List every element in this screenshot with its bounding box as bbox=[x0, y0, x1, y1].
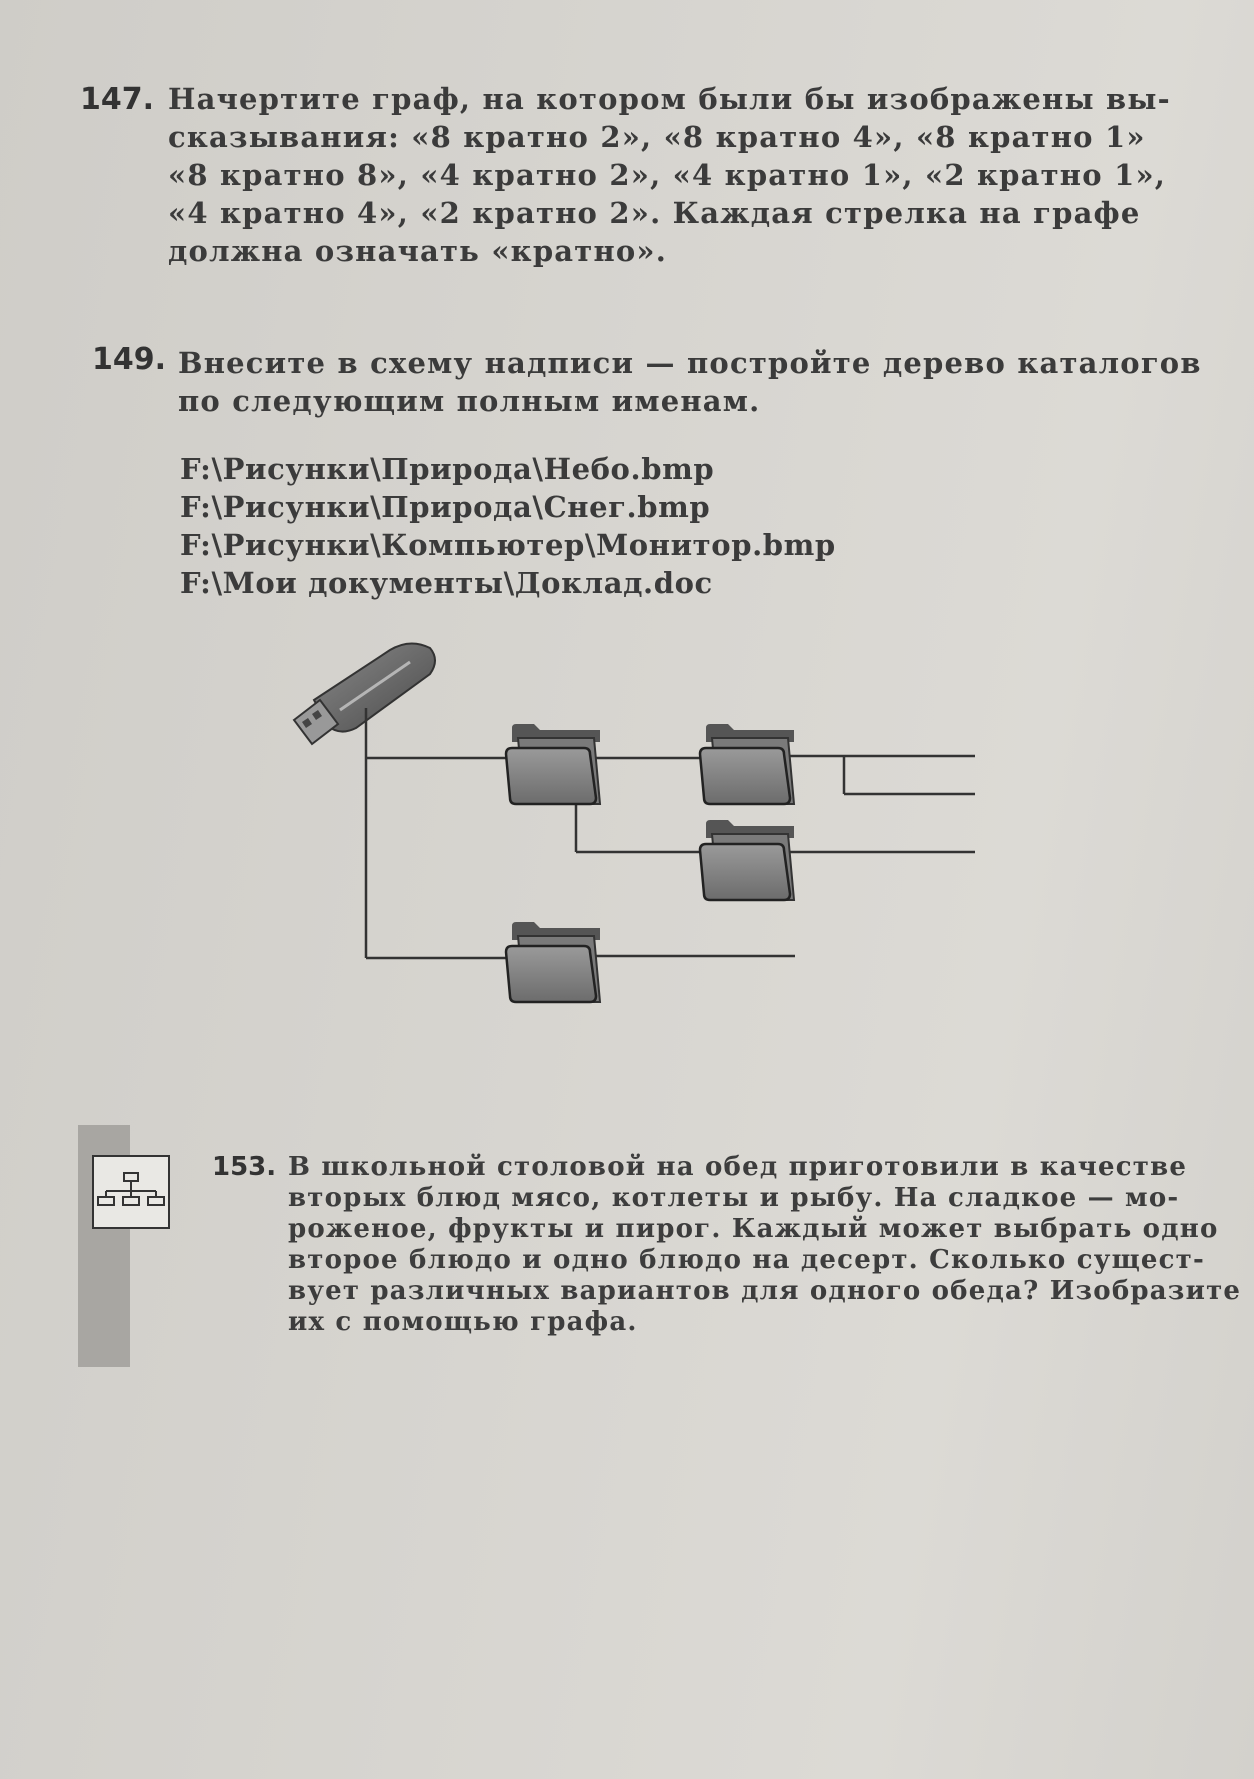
task-149-line: по следующим полным именам. bbox=[178, 384, 761, 418]
task-153-line: вторых блюд мясо, котлеты и рыбу. На сладкое — мо- bbox=[288, 1183, 1180, 1213]
task-153-line: их с помощью графа. bbox=[288, 1307, 638, 1337]
task-147-line: «8 кратно 8», «4 кратно 2», «4 кратно 1», «2 кратно 1», bbox=[168, 158, 1167, 192]
task-153-number: 153. bbox=[212, 1152, 277, 1182]
tree-connector-lines bbox=[366, 708, 975, 958]
task-153-line: вует различных вариантов для одного обеда? Изобразите bbox=[288, 1276, 1242, 1306]
tree-diagram-icon bbox=[92, 1155, 170, 1229]
path-line: F:\Мои документы\Доклад.doc bbox=[180, 566, 713, 600]
task-147-text bbox=[168, 80, 1188, 270]
task-153-line: В школьной столовой на обед приготовили в качестве bbox=[288, 1152, 1188, 1182]
path-line: F:\Рисунки\Природа\Небо.bmp bbox=[180, 452, 715, 486]
task-147-line: должна означать «кратно». bbox=[168, 234, 668, 268]
task-147-line: сказывания: «8 кратно 2», «8 кратно 4», «8 кратно 1» bbox=[168, 120, 1146, 154]
folder-icon bbox=[700, 820, 794, 900]
path-line: F:\Рисунки\Компьютер\Монитор.bmp bbox=[180, 528, 836, 562]
usb-flash-drive-icon bbox=[294, 643, 435, 744]
directory-tree-diagram bbox=[280, 640, 1000, 1010]
folder-icon bbox=[506, 724, 600, 804]
task-147-number: 147. bbox=[80, 82, 155, 117]
task-153-line: второе блюдо и одно блюдо на десерт. Сколько сущест- bbox=[288, 1245, 1205, 1275]
task-147-line: «4 кратно 4», «2 кратно 2». Каждая стрелка на графе bbox=[168, 196, 1141, 230]
folder-icon bbox=[506, 922, 600, 1002]
task-149-number: 149. bbox=[92, 342, 167, 377]
folder-icon bbox=[700, 724, 794, 804]
task-147-line: Начертите граф, на котором были бы изображены вы- bbox=[168, 82, 1171, 116]
task-153-line: роженое, фрукты и пирог. Каждый может выбрать одно bbox=[288, 1214, 1219, 1244]
task-153-text bbox=[288, 1152, 1242, 1338]
task-149-line: Внесите в схему надписи — постройте дерево каталогов bbox=[178, 346, 1202, 380]
task-149-text bbox=[178, 344, 1202, 420]
path-line: F:\Рисунки\Природа\Снег.bmp bbox=[180, 490, 711, 524]
